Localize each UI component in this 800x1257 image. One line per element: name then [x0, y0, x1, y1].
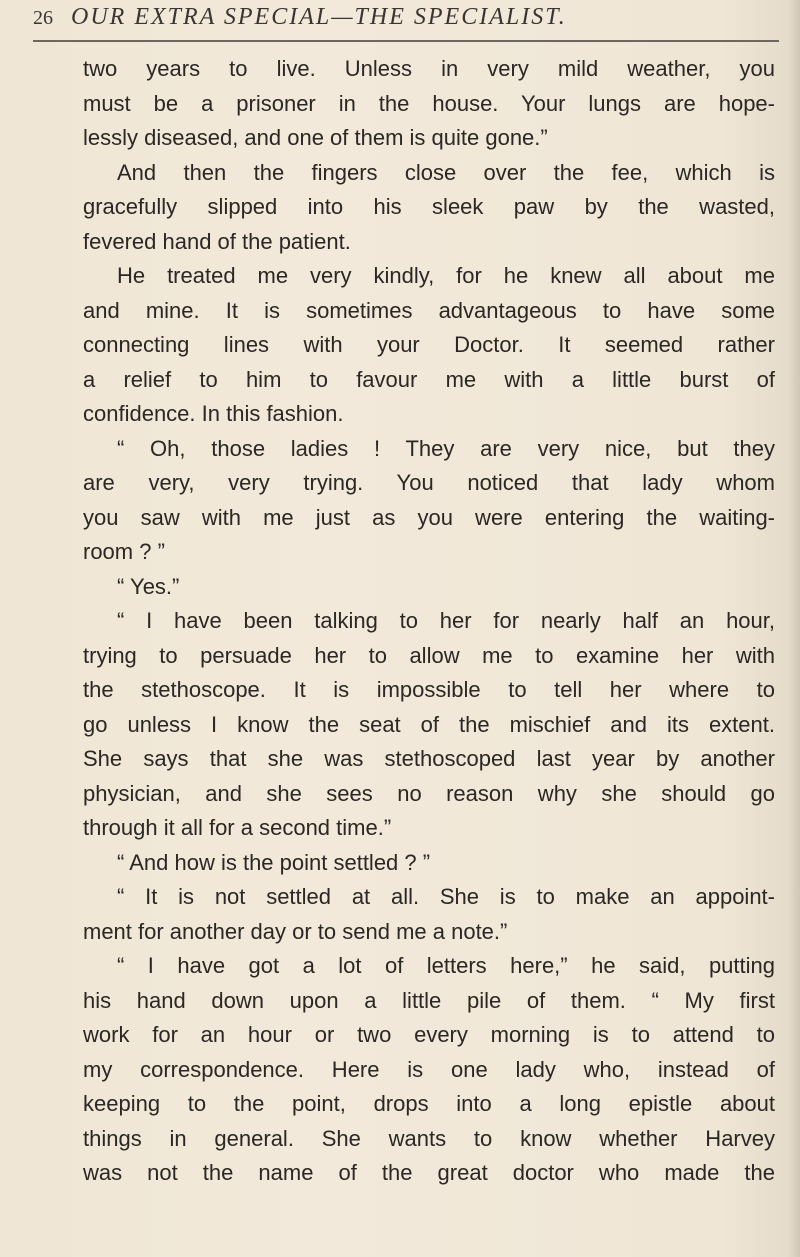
- text-line: trying to persuade her to allow me to examine her with: [83, 642, 775, 668]
- text-line: ment for another day or to send me a note.”: [83, 918, 508, 944]
- text-line: a relief to him to favour me with a little burst of: [83, 366, 775, 392]
- text-line: physician, and she sees no reason why she should go: [83, 780, 775, 806]
- text-line: things in general. She wants to know whether Harvey: [83, 1125, 775, 1151]
- text-line: “ And how is the point settled ? ”: [117, 849, 431, 875]
- text-line: “ I have got a lot of letters here,” he said, putting: [117, 953, 775, 978]
- text-line: two years to live. Unless in very mild weather, you: [83, 56, 775, 81]
- text-line: are very, very trying. You noticed that lady whom: [83, 470, 775, 495]
- text-line: his hand down upon a little pile of them. “ My first: [83, 987, 775, 1013]
- text-line: my correspondence. Here is one lady who, instead of: [83, 1056, 775, 1082]
- page-number: 26: [33, 7, 53, 29]
- text-line: “ Oh, those ladies ! They are very nice, but they: [117, 435, 775, 461]
- text-line: confidence. In this fashion.: [83, 401, 344, 426]
- text-line: go unless I know the seat of the mischief and its extent.: [83, 711, 775, 737]
- running-title: OUR EXTRA SPECIAL—THE SPECIALIST.: [71, 4, 567, 30]
- text-line: And then the fingers close over the fee, which is: [117, 159, 775, 185]
- text-line: “ It is not settled at all. She is to make an appoint-: [117, 884, 775, 909]
- text-line: through it all for a second time.”: [83, 815, 392, 840]
- page-edge-shadow: [788, 0, 800, 1257]
- text-line: you saw with me just as you were entering the waiting-: [83, 504, 775, 530]
- text-line: He treated me very kindly, for he knew all about me: [117, 263, 775, 288]
- text-line: the stethoscope. It is impossible to tell her where to: [83, 677, 775, 702]
- text-line: “ I have been talking to her for nearly half an hour,: [117, 608, 775, 633]
- text-line: connecting lines with your Doctor. It seemed rather: [83, 332, 775, 357]
- text-line: fevered hand of the patient.: [83, 228, 351, 254]
- text-line: keeping to the point, drops into a long epistle about: [83, 1091, 775, 1116]
- running-header: [33, 4, 773, 34]
- text-line: and mine. It is sometimes advantageous to have some: [83, 297, 775, 323]
- text-line: room ? ”: [83, 539, 165, 564]
- text-line: She says that she was stethoscoped last year by another: [83, 746, 775, 771]
- text-line: was not the name of the great doctor who made the: [83, 1160, 775, 1185]
- text-line: lessly diseased, and one of them is quite gone.”: [83, 125, 548, 150]
- text-line: work for an hour or two every morning is to attend to: [83, 1022, 775, 1047]
- text-line: gracefully slipped into his sleek paw by the wasted,: [83, 194, 775, 219]
- header-rule: [33, 40, 779, 42]
- body-text: [83, 52, 775, 1191]
- text-line: must be a prisoner in the house. Your lungs are hope-: [83, 90, 775, 116]
- text-line: “ Yes.”: [117, 573, 180, 599]
